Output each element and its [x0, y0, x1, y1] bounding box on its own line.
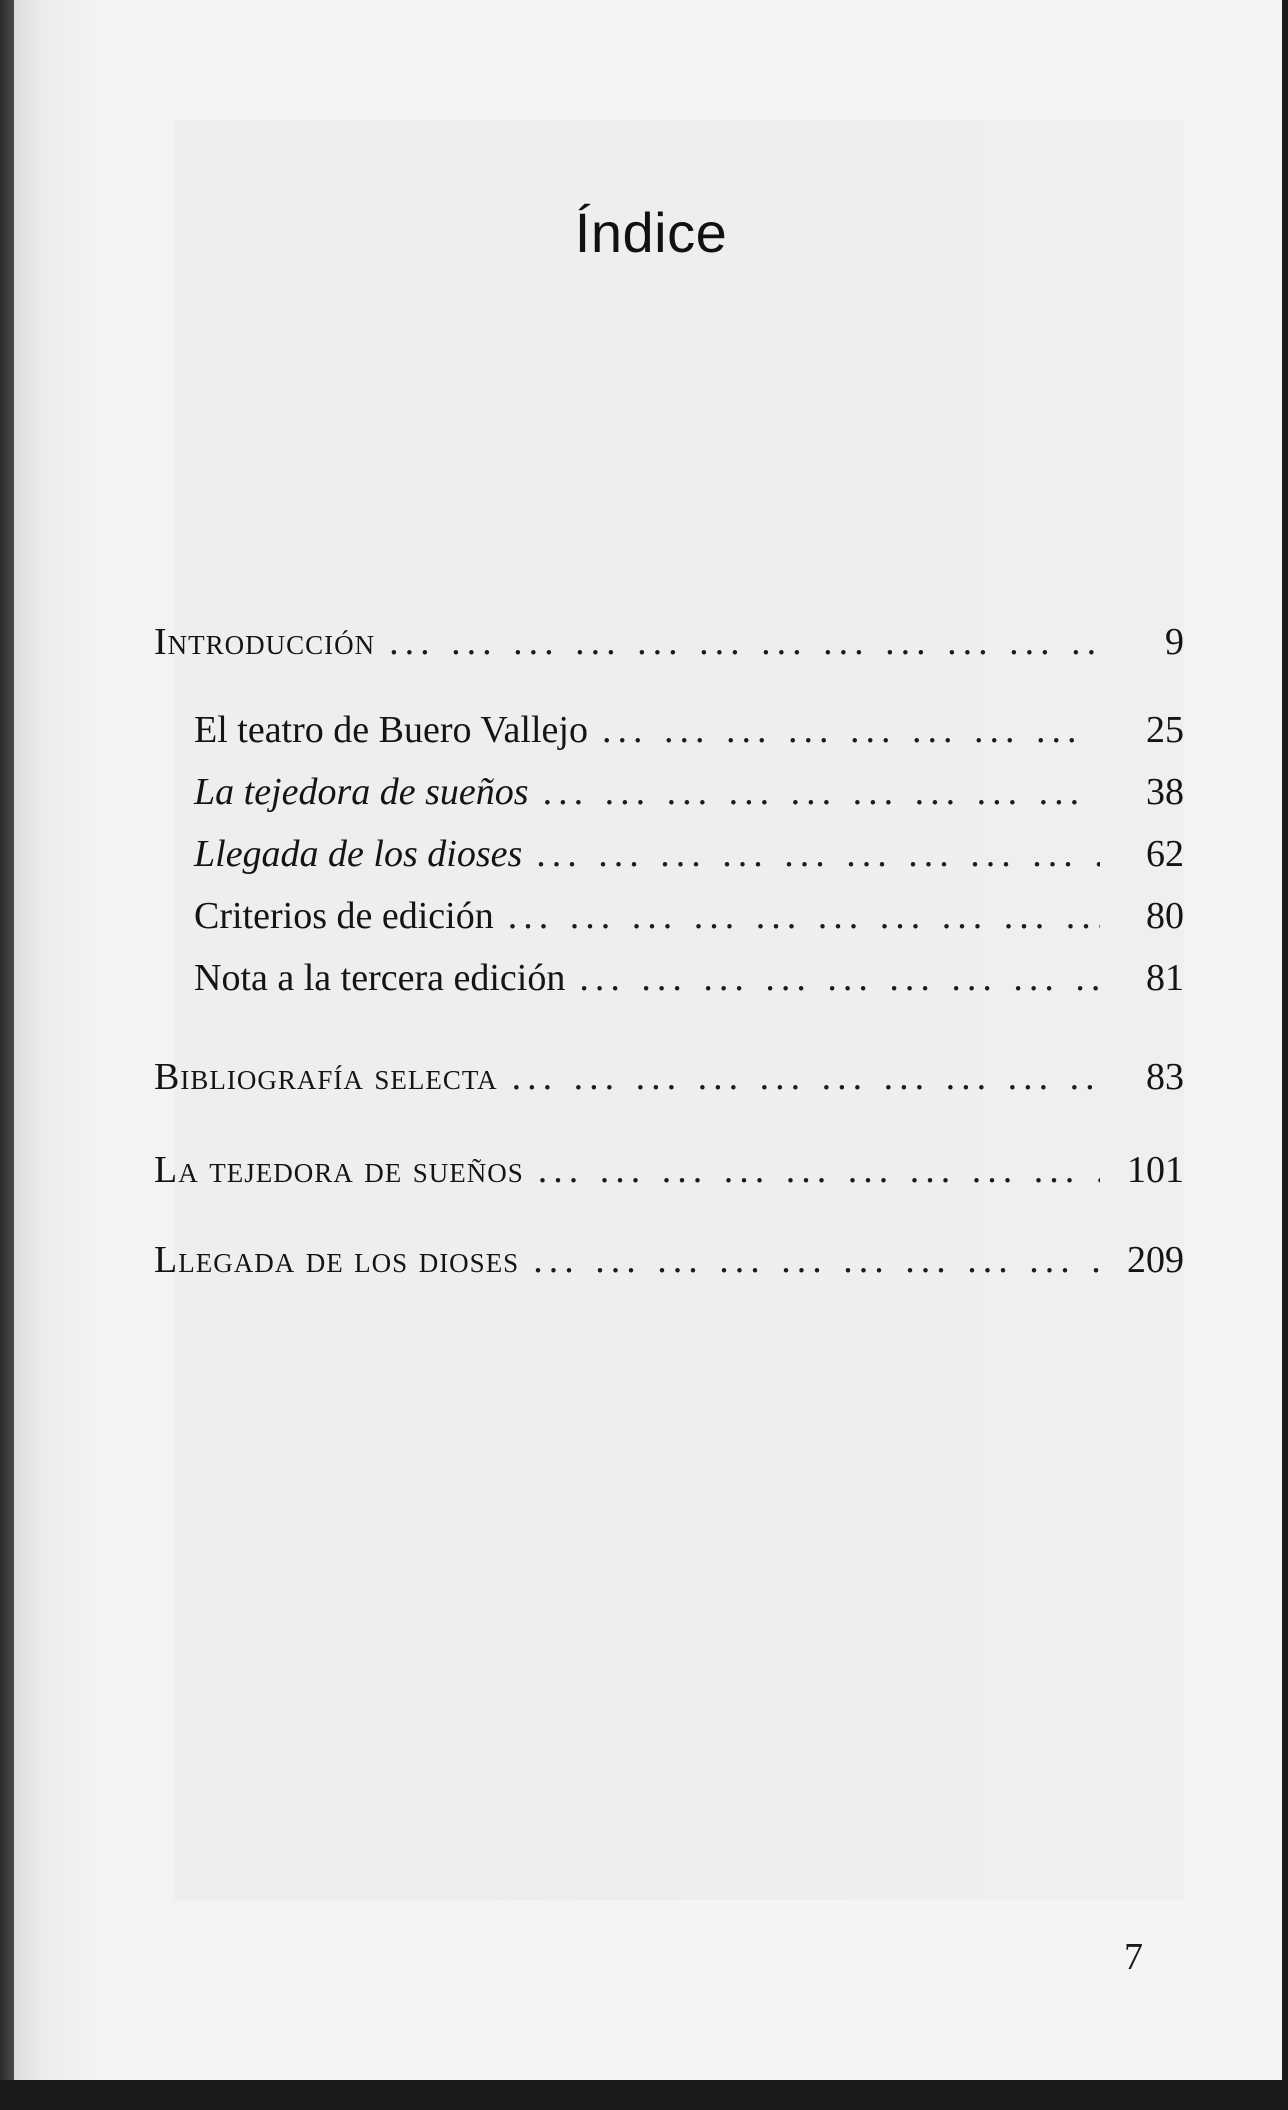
dot-leader [602, 708, 1100, 752]
dot-leader [536, 832, 1100, 876]
dot-leader [543, 770, 1100, 814]
table-of-contents [14, 0, 1288, 2080]
dot-leader [512, 1055, 1100, 1099]
toc-entry-page: 209 [1127, 1239, 1184, 1281]
dot-leader [533, 1238, 1100, 1282]
toc-entry-label: Bibliografía selecta [154, 1056, 498, 1098]
toc-entry-llegada-intro[interactable] [194, 832, 1184, 882]
page-edge-bottom [0, 2080, 1288, 2110]
toc-entry-label: Introducción [154, 621, 376, 663]
binding-shadow [0, 0, 14, 2110]
dot-leader [389, 620, 1100, 664]
toc-entry-label: Nota a la tercera edición [194, 957, 566, 999]
toc-entry-tejedora-intro[interactable] [194, 770, 1184, 820]
dot-leader [508, 894, 1100, 938]
toc-entry-tejedora[interactable] [154, 1148, 1184, 1198]
page-number: 7 [1124, 1936, 1143, 1978]
dot-leader [579, 956, 1100, 1000]
toc-entry-nota[interactable] [194, 956, 1184, 1006]
toc-entry-bibliografia[interactable] [154, 1055, 1184, 1105]
page-edge-right [1282, 0, 1288, 2110]
book-page [14, 0, 1288, 2080]
dot-leader [538, 1148, 1100, 1192]
toc-entry-page: 62 [1146, 833, 1184, 875]
toc-entry-page: 80 [1146, 895, 1184, 937]
toc-entry-page: 9 [1165, 621, 1184, 663]
toc-entry-introduccion[interactable] [154, 620, 1184, 670]
toc-entry-page: 83 [1146, 1056, 1184, 1098]
toc-entry-teatro[interactable] [194, 708, 1184, 758]
toc-entry-llegada[interactable] [154, 1238, 1184, 1288]
toc-entry-label: Llegada de los dioses [154, 1239, 520, 1281]
toc-entry-label: Criterios de edición [194, 895, 494, 937]
toc-entry-label: La tejedora de sueños [154, 1149, 524, 1191]
toc-entry-page: 101 [1127, 1149, 1184, 1191]
toc-entry-label: Llegada de los dioses [194, 833, 523, 875]
toc-entry-page: 81 [1146, 957, 1184, 999]
toc-entry-page: 38 [1146, 771, 1184, 813]
page-title: Índice [574, 201, 728, 264]
toc-entry-page: 25 [1146, 709, 1184, 751]
toc-entry-label: El teatro de Buero Vallejo [194, 709, 588, 751]
toc-entry-label: La tejedora de sueños [194, 771, 529, 813]
toc-entry-criterios[interactable] [194, 894, 1184, 944]
